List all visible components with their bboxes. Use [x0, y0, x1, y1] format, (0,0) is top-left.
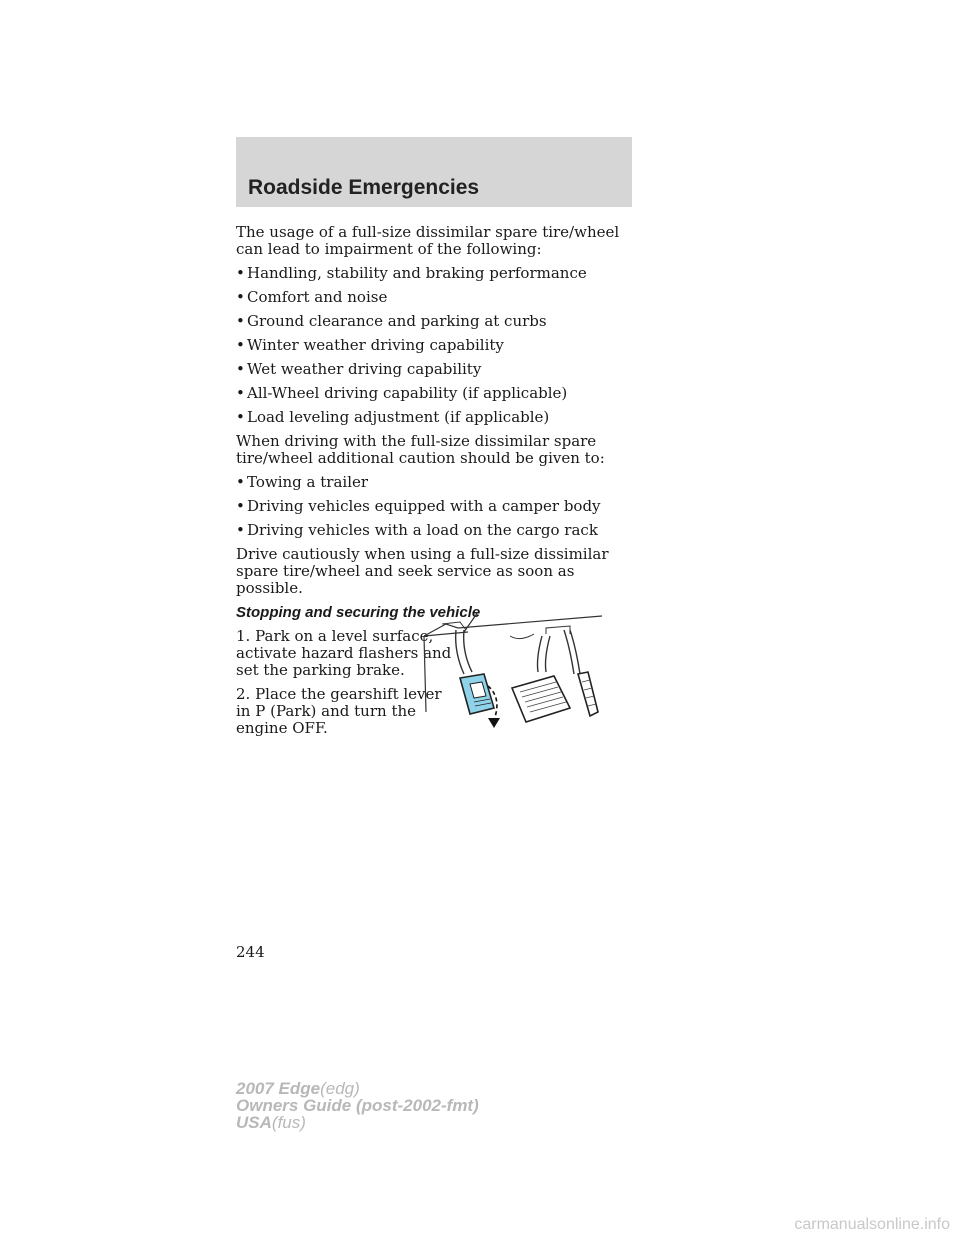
footer-line-2: Owners Guide (post-2002-fmt): [236, 1096, 479, 1115]
impairment-list: [236, 265, 636, 426]
brake-pedal: [512, 676, 570, 722]
list-item: • Load leveling adjustment (if applicable): [236, 408, 550, 426]
bullet-icon: •: [236, 473, 245, 491]
caution-paragraph: When driving with the full-size dissimilar spare tire/wheel additional caution should be given to:: [236, 432, 605, 467]
document-footer: [236, 1080, 479, 1131]
footer-line-3: USA(fus): [236, 1113, 306, 1132]
list-item: • Driving vehicles equipped with a camper body: [236, 497, 601, 515]
bullet-icon: •: [236, 264, 245, 282]
list-item: • Comfort and noise: [236, 288, 388, 306]
caution-list: [236, 474, 636, 539]
page-number: 244: [236, 943, 265, 961]
footer-line-1: 2007 Edge(edg): [236, 1079, 360, 1098]
list-item: • All-Wheel driving capability (if applicable): [236, 384, 568, 402]
step-2: 2. Place the gearshift lever in P (Park) and turn the engine OFF.: [236, 685, 442, 737]
list-item: • Wet weather driving capability: [236, 360, 482, 378]
bullet-icon: •: [236, 312, 245, 330]
drive-cautiously-paragraph: Drive cautiously when using a full-size dissimilar spare tire/wheel and seek service as soon as possible.: [236, 545, 609, 597]
list-item: • Handling, stability and braking performance: [236, 264, 587, 282]
bullet-icon: •: [236, 497, 245, 515]
parking-brake-pedal: [460, 674, 494, 714]
intro-paragraph: The usage of a full-size dissimilar spare tire/wheel can lead to impairment of the following:: [236, 223, 620, 258]
subheading: Stopping and securing the vehicle: [236, 604, 481, 621]
watermark: carmanualsonline.info: [794, 1216, 950, 1233]
bullet-icon: •: [236, 408, 245, 426]
list-item: • Winter weather driving capability: [236, 336, 504, 354]
list-item: • Ground clearance and parking at curbs: [236, 312, 547, 330]
step-1: 1. Park on a level surface, activate hazard flashers and set the parking brake.: [236, 627, 452, 679]
bullet-icon: •: [236, 521, 245, 539]
section-title: Roadside Emergencies: [248, 176, 480, 199]
bullet-icon: •: [236, 336, 245, 354]
list-item: • Towing a trailer: [236, 473, 369, 491]
bullet-icon: •: [236, 288, 245, 306]
bullet-icon: •: [236, 384, 245, 402]
list-item: • Driving vehicles with a load on the cargo rack: [236, 521, 598, 539]
accelerator-pedal: [578, 672, 598, 716]
parking-brake-pedal-illustration: [398, 608, 602, 736]
bullet-icon: •: [236, 360, 245, 378]
